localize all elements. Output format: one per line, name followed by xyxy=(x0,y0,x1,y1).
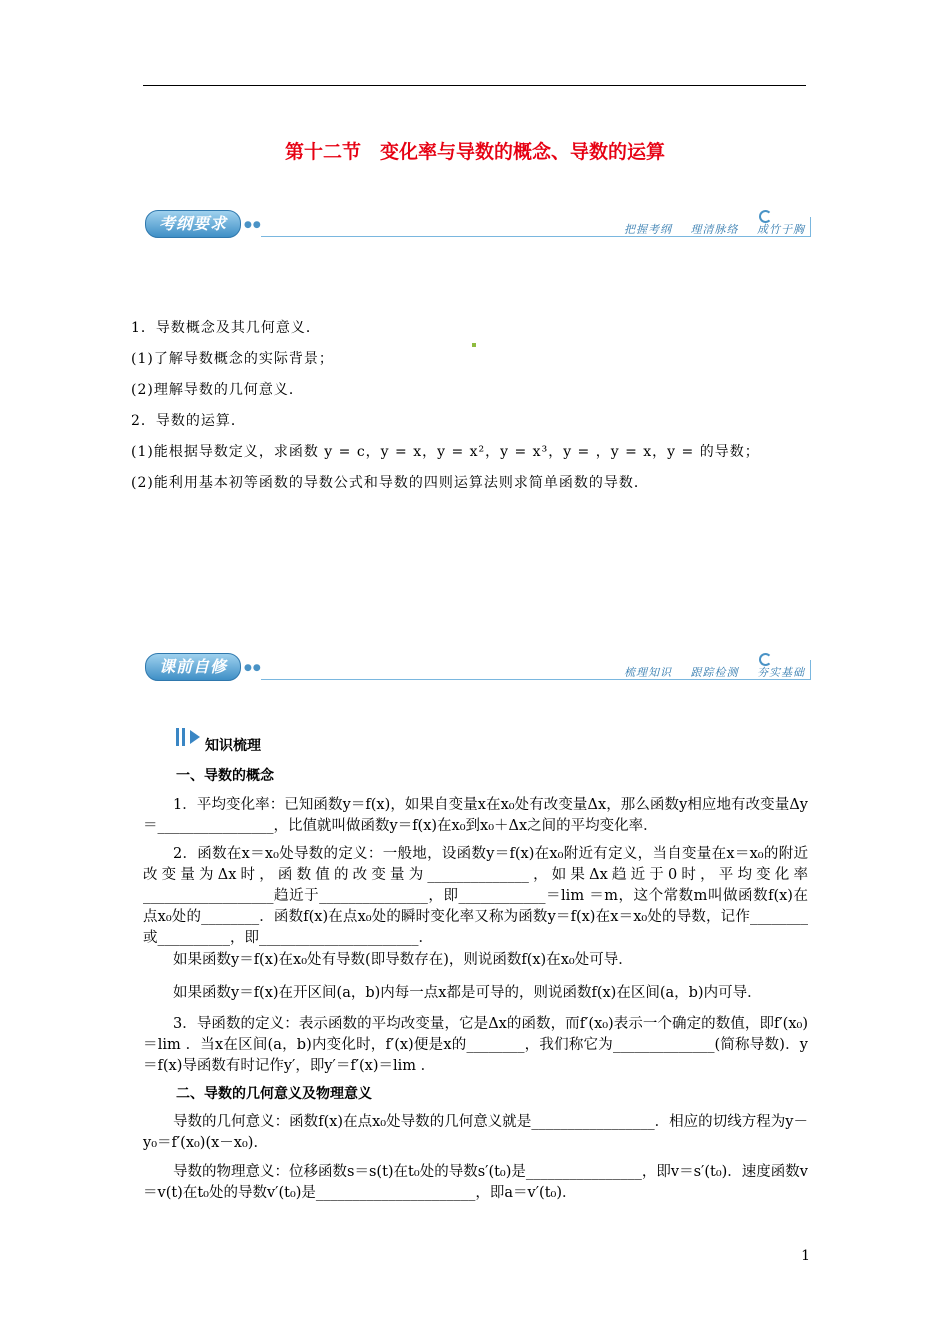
dots-icon: ●● xyxy=(244,663,262,673)
requirement-item: (1)能根据导数定义，求函数 y = c，y = x，y = x²，y = x³，y = ，y = x，y = 的导数； xyxy=(131,444,760,460)
dots-icon: ●● xyxy=(244,220,262,230)
section-heading: 二、导数的几何意义及物理意义 xyxy=(176,1086,372,1102)
paragraph-average-rate: 1．平均变化率：已知函数y＝f(x)，如果自变量x在x₀处有改变量Δx，那么函数y相应地有改变量Δy＝________________，比值就叫做函数y＝f(x)在x₀到x₀＋Δx之间的平均变化率． xyxy=(143,797,808,834)
banner-tags: 把握考纲 理清脉络 成竹于胸 xyxy=(624,223,805,236)
marker-dot xyxy=(472,343,476,347)
paragraph-geometric-meaning: 导数的几何意义：函数f(x)在点x₀处导数的几何意义就是_________________．相应的切线方程为y－y₀＝f′(x₀)(x－x₀)． xyxy=(143,1114,808,1151)
requirement-item: (1)了解导数概念的实际背景； xyxy=(131,351,334,367)
page-number: 1 xyxy=(801,1248,810,1264)
requirement-item: (2)能利用基本初等函数的导数公式和导数的四则运算法则求简单函数的导数． xyxy=(131,475,649,491)
requirement-item: 2．导数的运算． xyxy=(131,413,246,429)
page-title: 第十二节 变化率与导数的概念、导数的运算 xyxy=(284,141,665,163)
section-bars-icon xyxy=(176,728,202,746)
paragraph-derived-function: 3．导函数的定义：表示函数的平均改变量，它是Δx的函数，而f′(x₀)表示一个确定的数值，即f′(x₀)＝lim ．当x在区间(a，b)内变化时，f′(x)便是x的________，我们称它为______________(简称导数)．y＝f(x)导函数有时记作y′，即y′＝f′(x)＝lim ． xyxy=(143,1016,808,1074)
banner-label: 考纲要求 xyxy=(145,210,241,238)
banner-exam-requirements xyxy=(143,207,811,241)
requirement-item: (2)理解导数的几何意义． xyxy=(131,382,304,398)
banner-edge xyxy=(810,660,811,680)
paragraph-differentiable-interval: 如果函数y＝f(x)在开区间(a，b)内每一点x都是可导的，则说函数f(x)在区间(a，b)内可导． xyxy=(173,985,762,1001)
paragraph-derivative-definition: 2．函数在x＝x₀处导数的定义：一般地，设函数y＝f(x)在x₀附近有定义，当自变量在x＝x₀的附近改变量为Δx时，函数值的改变量为______________，如果Δx趋近于0时，平均变化率__________________趋近于_______________，即____________＝lim ＝m，这个常数m叫做函数f(x)在点x₀处的________．函数f(x)在点x₀处的瞬时变化率又称为函数y＝f(x)在x＝x₀处的导数，记作________或__________，即______________________． xyxy=(143,846,808,946)
banner-edge xyxy=(810,217,811,237)
banner-tags: 梳理知识 跟踪检测 夯实基础 xyxy=(624,666,805,679)
header-rule xyxy=(143,85,806,86)
banner-pre-study xyxy=(143,650,811,684)
section-heading: 一、导数的概念 xyxy=(176,768,274,784)
paragraph-physical-meaning: 导数的物理意义：位移函数s＝s(t)在t₀处的导数s′(t₀)是________________，即v＝s′(t₀)．速度函数v＝v(t)在t₀处的导数v′(t₀)是______________________，即a＝v′(t₀)． xyxy=(143,1164,808,1201)
requirement-item: 1．导数概念及其几何意义． xyxy=(131,320,321,336)
knowledge-heading: 知识梳理 xyxy=(205,738,261,754)
paragraph-differentiable-point: 如果函数y＝f(x)在x₀处有导数(即导数存在)，则说函数f(x)在x₀处可导． xyxy=(173,952,633,968)
banner-label: 课前自修 xyxy=(145,653,241,681)
